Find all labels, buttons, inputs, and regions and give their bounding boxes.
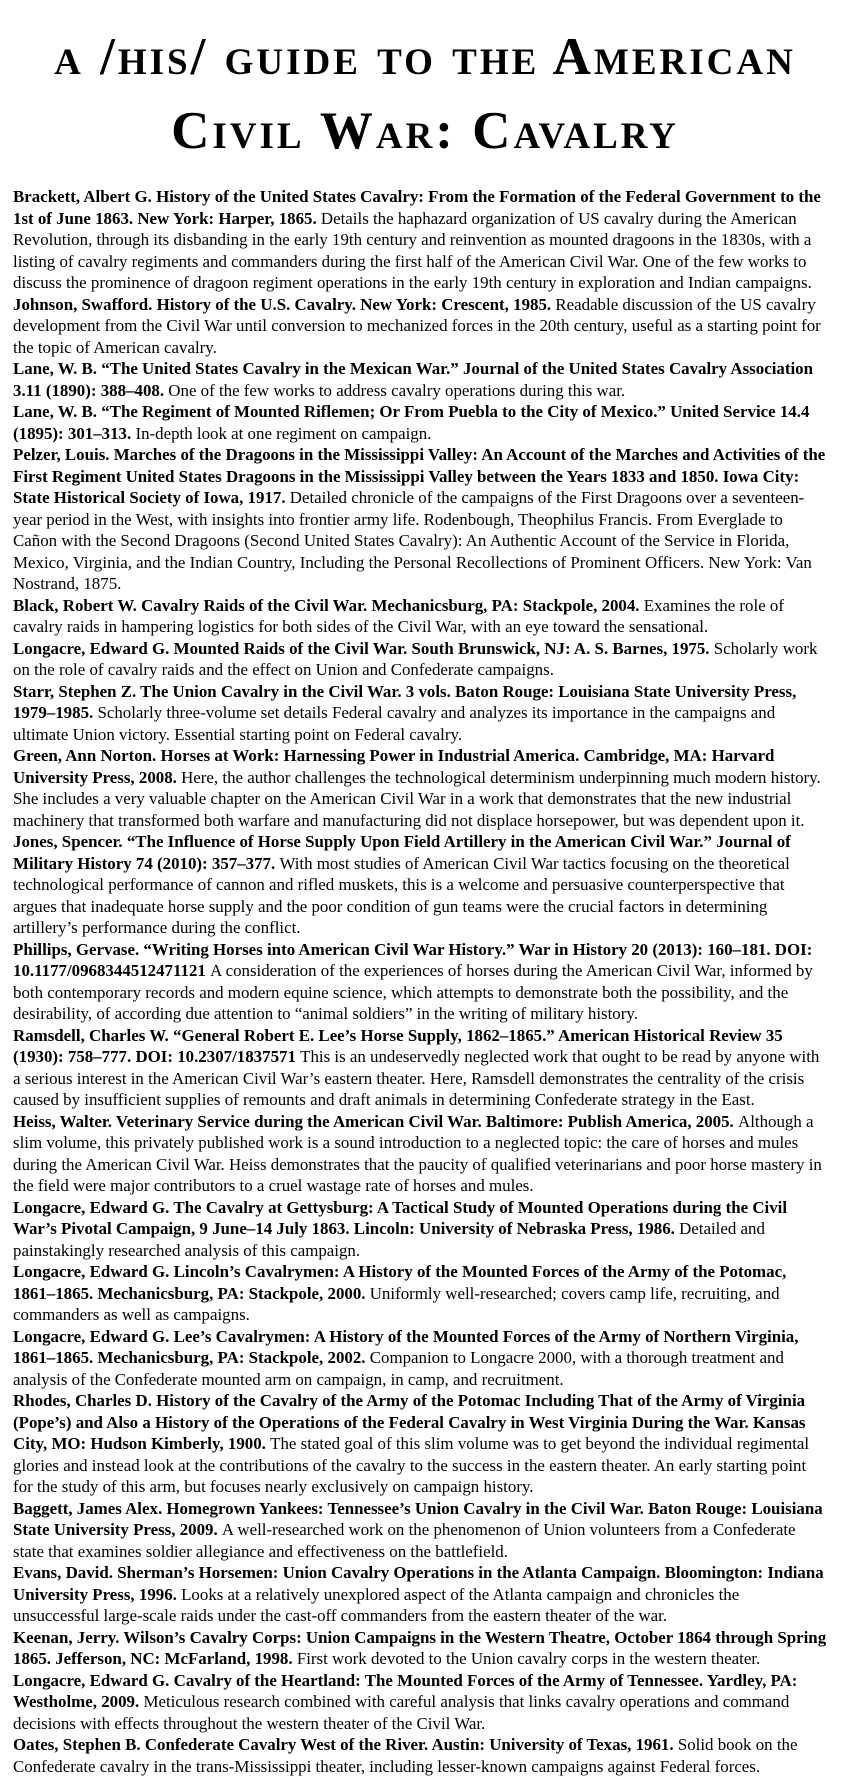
entry-citation: Brackett, Albert G. History of the United States Cavalry: From the Formation of the Federal Government to the 1st of June 1863. New York: Harper, 1865. xyxy=(13,187,821,228)
document-page xyxy=(0,20,850,1777)
entry-annotation: A consideration of the experiences of horses during the American Civil War, informed by both contemporary records and modern equine science, which attempts to demonstrate both the possibility, and the desirability, of according due attention to “animal soldiers” in the writing of military history. xyxy=(13,961,813,1023)
bibliography-entry xyxy=(13,1326,828,1391)
bibliography-entry xyxy=(13,294,828,359)
entry-citation: Oates, Stephen B. Confederate Cavalry West of the River. Austin: University of Texas, 1961. xyxy=(13,1735,678,1754)
entry-citation: Phillips, Gervase. “Writing Horses into American Civil War History.” War in History 20 (2013): 160–181. DOI: 10.1177/0968344512471121 xyxy=(13,939,813,980)
page-title-line-1: a /his/ guide to the American xyxy=(54,28,796,86)
bibliography-entry xyxy=(13,831,828,939)
bibliography-entry xyxy=(13,1627,828,1670)
entry-annotation: A well-researched work on the phenomenon of Union volunteers from a Confederate state that examines soldier allegiance and effectiveness on the battlefield. xyxy=(13,1520,796,1561)
entry-annotation: This is an undeservedly neglected work that ought to be read by anyone with a serious interest in the American Civil War’s eastern theater. Here, Ramsdell demonstrates the centrality of the crisis caused by insufficient supplies of remounts and draft animals in determining Confederate strategy in the East. xyxy=(13,1047,820,1109)
entry-annotation: Here, the author challenges the technological determinism underpinning much modern history. She includes a very valuable chapter on the American Civil War in a work that demonstrates that the new industrial machinery that transformed both warfare and manufacturing did not displace horsepower, but was dependent upon it. xyxy=(13,767,821,830)
entry-citation: Longacre, Edward G. Lincoln’s Cavalrymen: A History of the Mounted Forces of the Army of the Potomac, 1861–1865. Mechanicsburg, PA: Stackpole, 2000. xyxy=(13,1262,787,1303)
entry-annotation: Detailed and painstakingly researched analysis of this campaign. xyxy=(13,1219,765,1260)
bibliography-entry xyxy=(13,1498,828,1563)
entry-annotation: Although a slim volume, this privately published work is a sound introduction to a neglected topic: the care of horses and mules during the American Civil War. Heiss demonstrates that the paucity of qualified veterinarians and poor horse mastery in the field were major contributors to a cruel wastage rate of horses and mules. xyxy=(13,1111,822,1195)
bibliography-entry xyxy=(13,745,828,831)
entry-citation: Longacre, Edward G. Mounted Raids of the Civil War. South Brunswick, NJ: A. S. Barnes, 1975. xyxy=(13,638,714,658)
entry-annotation: Examines the role of cavalry raids in hampering logistics for both sides of the Civil War, with an eye toward the sensational. xyxy=(13,595,784,636)
bibliography-entry xyxy=(13,638,828,681)
bibliography-entry xyxy=(13,186,828,294)
page-title xyxy=(10,20,840,168)
entry-citation: Green, Ann Norton. Horses at Work: Harnessing Power in Industrial America. Cambridge, MA: Harvard University Press, 2008. xyxy=(13,746,775,787)
entry-citation: Lane, W. B. “The Regiment of Mounted Riflemen; Or From Puebla to the City of Mexico.” United Service 14.4 (1895): 301–313. xyxy=(13,402,810,443)
entry-citation: Keenan, Jerry. Wilson’s Cavalry Corps: Union Campaigns in the Western Theatre, October 1864 through Spring 1865. Jefferson, NC: McFarland, 1998. xyxy=(13,1627,827,1668)
bibliography-entry xyxy=(13,358,828,401)
entry-annotation: One of the few works to address cavalry operations during this war. xyxy=(168,380,626,400)
entry-annotation: In-depth look at one regiment on campaign. xyxy=(135,423,432,443)
page-title-line-2: Civil War: Cavalry xyxy=(171,102,679,160)
bibliography-entry xyxy=(13,939,828,1025)
entry-annotation: Readable discussion of the US cavalry development from the Civil War until conversion to mechanized forces in the 20th century, useful as a starting point for the topic of American cavalry. xyxy=(13,294,821,357)
entry-citation: Baggett, James Alex. Homegrown Yankees: Tennessee’s Union Cavalry in the Civil War. Baton Rouge: Louisiana State University Press, 2009. xyxy=(13,1498,823,1539)
bibliography-entry xyxy=(13,1734,828,1777)
bibliography-entry xyxy=(13,1025,828,1111)
entry-citation: Longacre, Edward G. The Cavalry at Gettysburg: A Tactical Study of Mounted Operations during the Civil War’s Pivotal Campaign, 9 June–14 July 1863. Lincoln: University of Nebraska Press, 1986. xyxy=(13,1197,788,1238)
bibliography-entry xyxy=(13,595,828,638)
bibliography-entry xyxy=(13,1670,828,1735)
entry-citation: Ramsdell, Charles W. “General Robert E. Lee’s Horse Supply, 1862–1865.” American Historical Review 35 (1930): 758–777. DOI: 10.2307/1837571 xyxy=(13,1025,783,1066)
bibliography-list xyxy=(0,178,850,1777)
entry-citation: Black, Robert W. Cavalry Raids of the Civil War. Mechanicsburg, PA: Stackpole, 2004. xyxy=(13,595,644,615)
bibliography-entry xyxy=(13,1390,828,1498)
bibliography-entry xyxy=(13,1111,828,1197)
entry-citation: Starr, Stephen Z. The Union Cavalry in the Civil War. 3 vols. Baton Rouge: Louisiana State University Press, 1979–1985. xyxy=(13,681,797,722)
entry-annotation: The stated goal of this slim volume was to get beyond the individual regimental glories and instead look at the contributions of the cavalry to the success in the eastern theater. An early starting point for the study of this arm, but focuses nearly exclusively on campaign history. xyxy=(13,1434,810,1496)
entry-citation: Pelzer, Louis. Marches of the Dragoons in the Mississippi Valley: An Account of the Marches and Activities of the First Regiment United States Dragoons in the Mississippi Valley between the Years 1833 and 1850. Iowa City: State Historical Society of Iowa, 1917. xyxy=(13,445,826,507)
entry-citation: Evans, David. Sherman’s Horsemen: Union Cavalry Operations in the Atlanta Campaign. Bloomington: Indiana University Press, 1996. xyxy=(13,1563,824,1604)
entry-citation: Longacre, Edward G. Cavalry of the Heartland: The Mounted Forces of the Army of Tennessee. Yardley, PA: Westholme, 2009. xyxy=(13,1670,798,1711)
entry-annotation: Details the haphazard organization of US cavalry during the American Revolution, through its disbanding in the early 19th century and reinvention as mounted dragoons in the 1830s, with a listing of cavalry regiments and commanders during the first half of the American Civil War. One of the few works to discuss the prominence of dragoon regiment operations in the early 19th century in exploration and Indian campaigns. xyxy=(13,208,812,292)
entry-annotation: Scholarly three-volume set details Federal cavalry and analyzes its importance in the campaigns and ultimate Union victory. Essential starting point on Federal cavalry. xyxy=(13,703,776,744)
entry-citation: Lane, W. B. “The United States Cavalry in the Mexican War.” Journal of the United States Cavalry Association 3.11 (1890): 388–408. xyxy=(13,359,813,400)
entry-citation: Heiss, Walter. Veterinary Service during the American Civil War. Baltimore: Publish America, 2005. xyxy=(13,1111,738,1131)
entry-annotation: Companion to Longacre 2000, with a thorough treatment and analysis of the Confederate mounted arm on campaign, in camp, and recruitment. xyxy=(13,1348,784,1389)
bibliography-entry xyxy=(13,1197,828,1262)
bibliography-entry xyxy=(13,444,828,595)
entry-annotation: Uniformly well-researched; covers camp life, recruiting, and commanders as well as campaigns. xyxy=(13,1283,780,1324)
bibliography-entry xyxy=(13,401,828,444)
entry-annotation: Looks at a relatively unexplored aspect of the Atlanta campaign and chronicles the unsuccessful large-scale raids under the cast-off commanders from the eastern theater of the war. xyxy=(13,1584,740,1625)
entry-citation: Jones, Spencer. “The Influence of Horse Supply Upon Field Artillery in the American Civil War.” Journal of Military History 74 (2010): 357–377. xyxy=(13,832,791,873)
entry-citation: Johnson, Swafford. History of the U.S. Cavalry. New York: Crescent, 1985. xyxy=(13,294,556,314)
entry-annotation: First work devoted to the Union cavalry corps in the western theater. xyxy=(296,1649,761,1668)
entry-annotation: With most studies of American Civil War tactics focusing on the theoretical technological performance of cannon and rifled muskets, this is a welcome and persuasive counterperspective that argues that inadequate horse supply and the poor condition of gun teams were the crucial factors in determining artillery’s performance during the conflict. xyxy=(13,853,790,937)
entry-annotation: Meticulous research combined with careful analysis that links cavalry operations and command decisions with effects throughout the western theater of the Civil War. xyxy=(13,1692,790,1733)
entry-annotation: Detailed chronicle of the campaigns of the First Dragoons over a seventeen-year period in the West, with insights into frontier army life. Rodenbough, Theophilus Francis. From Everglade to Cañon with the Second Dragoons (Second United States Cavalry): An Authentic Account of the Service in Florida, Mexico, Virginia, and the Indian Country, Including the Personal Recollections of Prominent Officers. New York: Van Nostrand, 1875. xyxy=(13,488,812,593)
entry-citation: Rhodes, Charles D. History of the Cavalry of the Army of the Potomac Including That of the Army of Virginia (Pope’s) and Also a History of the Operations of the Federal Cavalry in West Virginia During the War. Kansas City, MO: Hudson Kimberly, 1900. xyxy=(13,1391,806,1453)
entry-annotation: Scholarly work on the role of cavalry raids and the effect on Union and Confederate campaigns. xyxy=(13,638,818,679)
bibliography-entry xyxy=(13,1562,828,1627)
entry-citation: Longacre, Edward G. Lee’s Cavalrymen: A History of the Mounted Forces of the Army of Northern Virginia, 1861–1865. Mechanicsburg, PA: Stackpole, 2002. xyxy=(13,1326,799,1367)
entry-annotation: Solid book on the Confederate cavalry in the trans-Mississippi theater, including lesser-known campaigns against Federal forces. xyxy=(13,1735,798,1776)
bibliography-entry xyxy=(13,1261,828,1326)
bibliography-entry xyxy=(13,681,828,746)
